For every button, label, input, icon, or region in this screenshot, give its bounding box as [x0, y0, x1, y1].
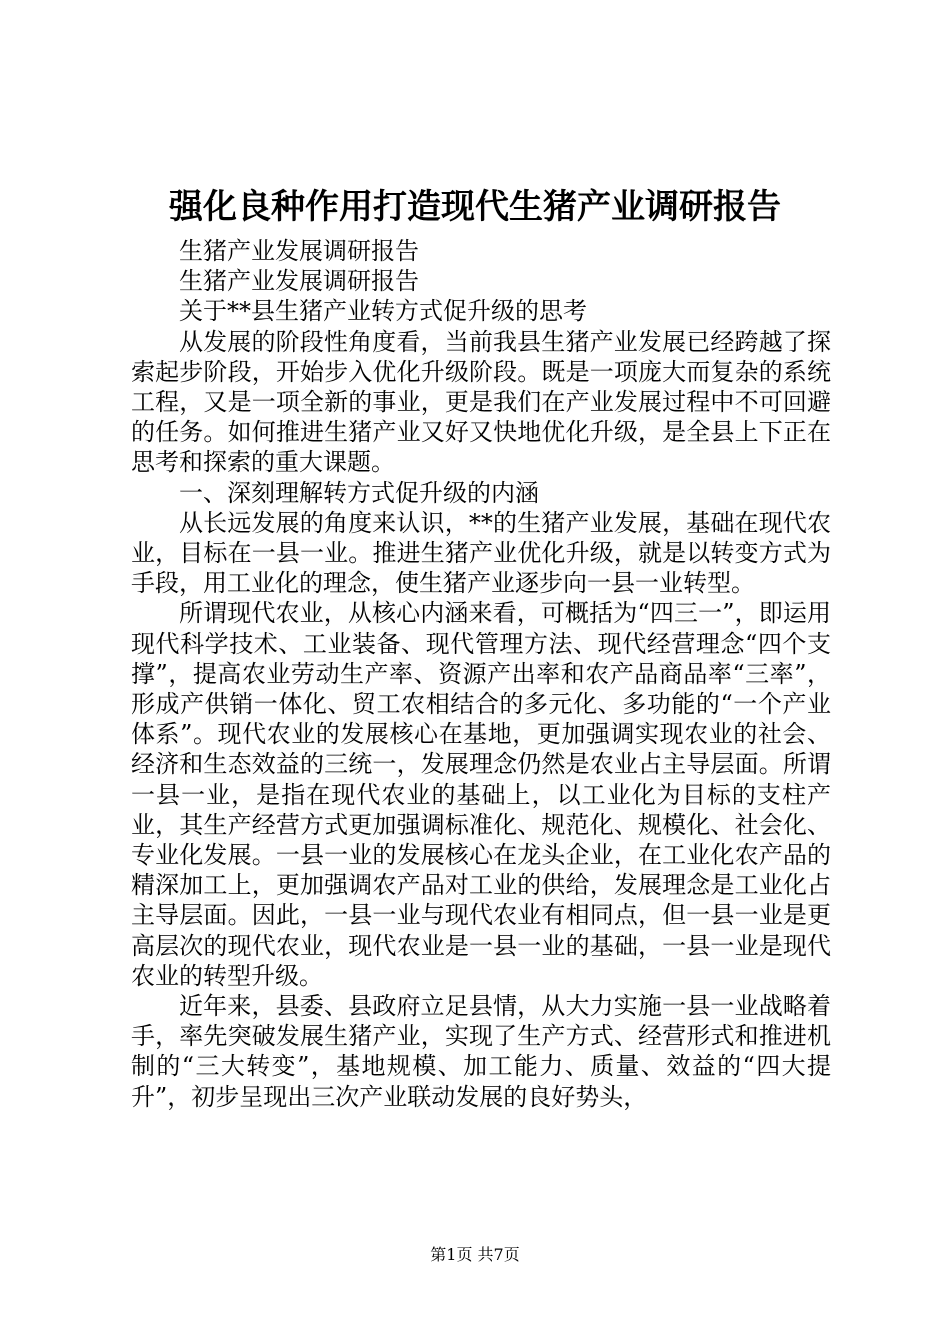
- paragraph: 从长远发展的角度来认识，**的生猪产业发展，基础在现代农业，目标在一县一业。推进生猪产业优化升级，就是以转变方式为手段，用工业化的理念，使生猪产业逐步向一县一业转型。: [131, 508, 831, 598]
- document-title: 强化良种作用打造现代生猪产业调研报告: [169, 187, 781, 227]
- paragraph: 生猪产业发展调研报告: [179, 267, 419, 296]
- page-footer: 第1页 共7页: [430, 1245, 520, 1264]
- document-body: [131, 236, 831, 1112]
- paragraph: 近年来，县委、县政府立足县情，从大力实施一县一业战略着手，率先突破发展生猪产业，实现了生产方式、经营形式和推进机制的“三大转变”，基地规模、加工能力、质量、效益的“四大提升”，初步呈现出三次产业联动发展的良好势头，: [131, 992, 831, 1111]
- paragraph: 生猪产业发展调研报告: [179, 237, 419, 265]
- paragraph: 所谓现代农业，从核心内涵来看，可概括为“四三一”，即运用现代科学技术、工业装备、现代管理方法、现代经营理念“四个支撑”，提高农业劳动生产率、资源产出率和农产品商品率“三率”，形成产供销一体化、贸工农相结合的多元化、多功能的“一个产业体系”。现代农业的发展核心在基地，更加强调实现农业的社会、经济和生态效益的三统一，发展理念仍然是农业占主导层面。所谓一县一业，是指在现代农业的基础上，以工业化为目标的支柱产业，其生产经营方式更加强调标准化、规范化、规模化、社会化、专业化发展。一县一业的发展核心在龙头企业，在工业化农产品的精深加工上，更加强调农产品对工业的供给，发展理念是工业化占主导层面。因此，一县一业与现代农业有相同点，但一县一业是更高层次的现代农业，现代农业是一县一业的基础，一县一业是现代农业的转型升级。: [131, 599, 831, 990]
- paragraph: 关于**县生猪产业转方式促升级的思考: [179, 297, 587, 326]
- paragraph: 从发展的阶段性角度看，当前我县生猪产业发展已经跨越了探索起步阶段，开始步入优化升级阶段。既是一项庞大而复杂的系统工程，又是一项全新的事业，更是我们在产业发展过程中不可回避的任务。如何推进生猪产业又好又快地优化升级，是全县上下正在思考和探索的重大课题。: [131, 327, 831, 477]
- section-heading: 一、深刻理解转方式促升级的内涵: [179, 478, 539, 507]
